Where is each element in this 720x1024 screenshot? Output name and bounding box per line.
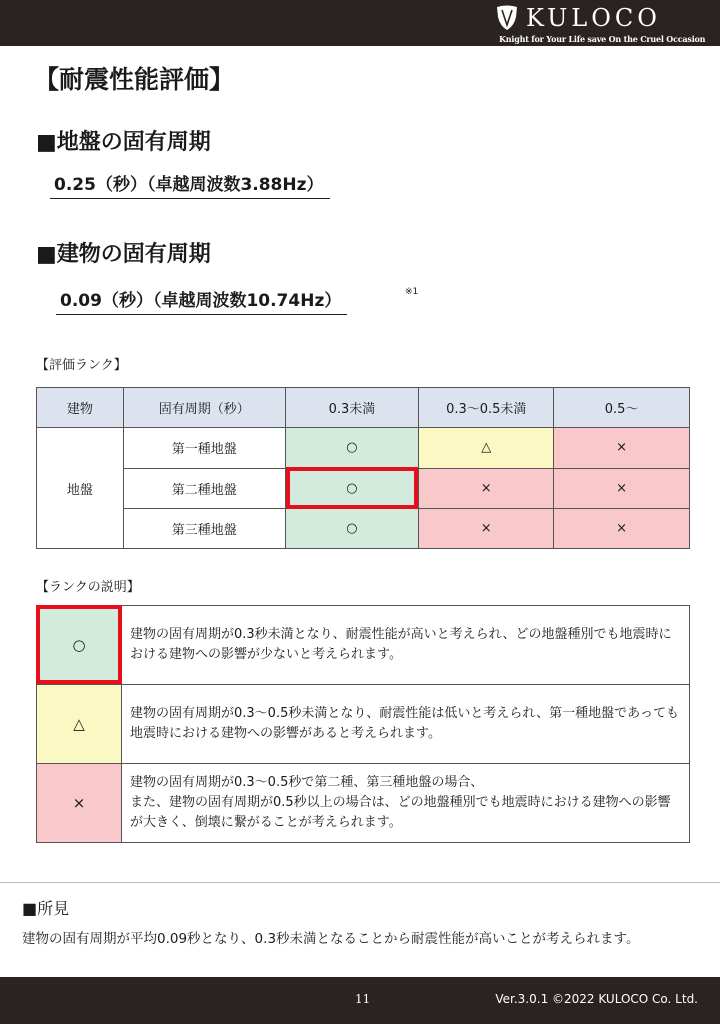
header-cell-period: 固有周期（秒）: [123, 388, 285, 428]
header-cell-under-0-3: 0.3未満: [285, 388, 419, 428]
brand-tagline: Knight for Your Life save On the Cruel Occasion: [499, 34, 706, 44]
kuloco-logo: [496, 4, 706, 44]
findings-heading: ■所見: [22, 899, 70, 918]
table-row: [37, 764, 690, 843]
footnote-mark: ※1: [405, 287, 419, 297]
rank-cell: ×: [554, 468, 690, 508]
rank-cell: ○: [285, 428, 419, 468]
rank-explanation-label: 【ランクの説明】: [36, 580, 140, 595]
rank-cell: ×: [554, 508, 690, 548]
page-title: 【耐震性能評価】: [34, 65, 235, 94]
rank-explanation-table: [36, 605, 690, 843]
shield-icon: [496, 5, 518, 31]
rank-description: 建物の固有周期が0.3〜0.5秒未満となり、耐震性能は低いと考えられ、第一種地盤であっても地震時における建物への影響があると考えられます。: [122, 685, 690, 764]
ground-group-label: 地盤: [37, 428, 124, 549]
ground-period-heading: ■地盤の固有周期: [36, 130, 211, 155]
result-highlight-box: [36, 605, 122, 684]
rank-cell: ×: [554, 428, 690, 468]
rank-symbol-bad: ×: [37, 764, 122, 843]
table-row: [37, 606, 690, 685]
table-row: [37, 685, 690, 764]
ground-period-value: 0.25（秒）（卓越周波数3.88Hz）: [50, 170, 330, 199]
rank-symbol-good: ○: [37, 606, 122, 685]
header-bar: [0, 0, 720, 46]
rank-description: 建物の固有周期が0.3〜0.5秒で第二種、第三種地盤の場合、 また、建物の固有周期が0.5秒以上の場合は、どの地盤種別でも地震時における建物への影響が大きく、倒壊に繋がることが考えられます。: [122, 764, 690, 843]
building-period-value: 0.09（秒）（卓越周波数10.74Hz）: [56, 286, 347, 315]
header-cell-0-3-to-0-5: 0.3〜0.5未満: [419, 388, 554, 428]
version-copyright: Ver.3.0.1 ©2022 KULOCO Co. Ltd.: [495, 992, 698, 1006]
rank-cell: ○: [285, 508, 419, 548]
row-label: 第一種地盤: [123, 428, 285, 468]
divider: [0, 882, 720, 883]
table-row: [37, 508, 690, 548]
rank-description: 建物の固有周期が0.3秒未満となり、耐震性能が高いと考えられ、どの地盤種別でも地震時における建物への影響が少ないと考えられます。: [122, 606, 690, 685]
brand-name: KULOCO: [526, 4, 661, 32]
rank-symbol-caution: △: [37, 685, 122, 764]
findings-text: 建物の固有周期が平均0.09秒となり、0.3秒未満となることから耐震性能が高いことが考えられます。: [22, 931, 640, 947]
rank-header-row: [37, 388, 690, 428]
row-label: 第三種地盤: [123, 508, 285, 548]
rank-cell: ○: [285, 468, 419, 508]
header-cell-over-0-5: 0.5〜: [554, 388, 690, 428]
rank-cell: △: [419, 428, 554, 468]
building-period-heading: ■建物の固有周期: [36, 242, 211, 267]
rank-table-label: 【評価ランク】: [36, 358, 127, 373]
result-highlight-box: [286, 467, 418, 509]
header-cell-building: 建物: [37, 388, 124, 428]
row-label: 第二種地盤: [123, 468, 285, 508]
rank-cell: ×: [419, 468, 554, 508]
rank-cell: ×: [419, 508, 554, 548]
page-number: 11: [355, 992, 371, 1006]
table-row: [37, 428, 690, 468]
